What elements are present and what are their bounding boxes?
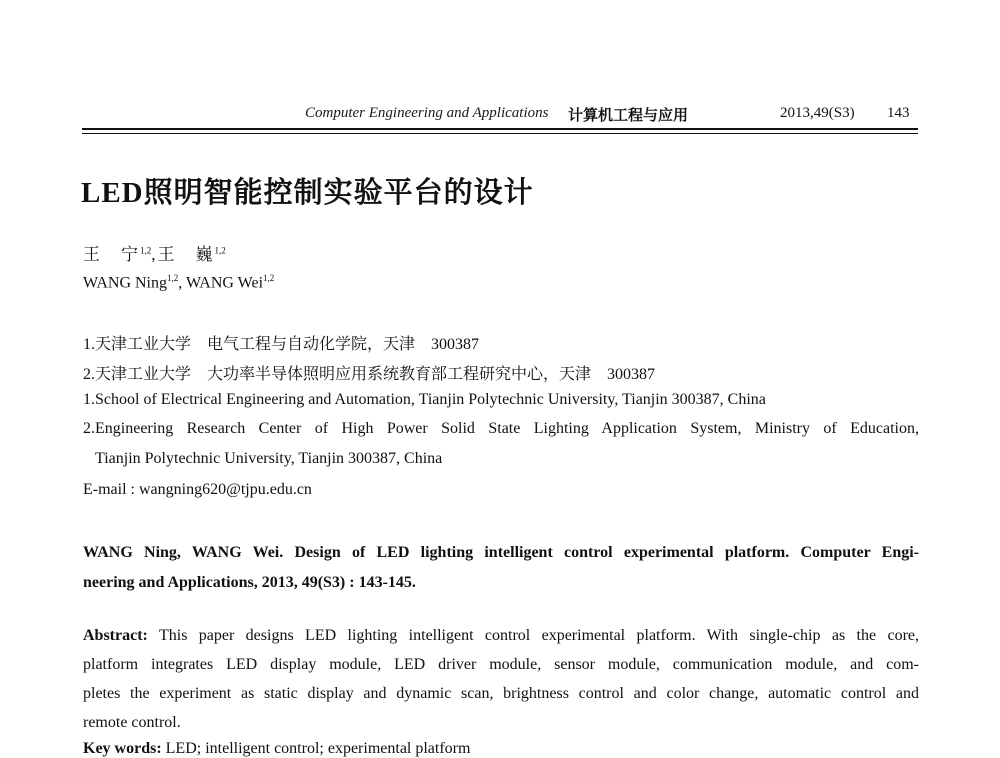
running-header-journal-en: Computer Engineering and Applications [305, 105, 549, 121]
abstract-block [83, 621, 919, 737]
keywords-label: Key words: [83, 740, 162, 757]
author-2-en: WANG Wei [185, 274, 264, 292]
header-rule-thick [82, 128, 918, 130]
abstract-line-3: pletes the experiment as static display and dynamic scan, brightness control and color change, automatic control and [83, 685, 919, 702]
keywords-line [83, 740, 470, 758]
author-1-cn-affil: 1,2 [140, 245, 152, 256]
affiliation-cn-2: 2.天津工业大学 大功率半导体照明应用系统教育部工程研究中心，天津 300387 [83, 366, 656, 383]
affiliation-en-2-line2: Tianjin Polytechnic University, Tianjin 300387, China [95, 450, 443, 467]
citation-line-2: neering and Applications, 2013, 49(S3) : 143-145. [83, 574, 416, 591]
keywords-text: LED; intelligent control; experimental platform [165, 740, 471, 757]
author-2-cn: 王 巍 [157, 245, 215, 264]
citation-block [83, 538, 919, 598]
citation-line-1: WANG Ning, WANG Wei. Design of LED lighting intelligent control experimental platform. Computer Engi- [83, 544, 919, 561]
abstract-line-1 [83, 621, 919, 650]
author-separator-en: , [178, 274, 186, 292]
authors-chinese [83, 240, 226, 265]
author-2-en-affil: 1,2 [263, 273, 275, 283]
abstract-label: Abstract: [83, 627, 148, 644]
authors-english [83, 273, 274, 292]
running-header-journal-cn: 计算机工程与应用 [568, 108, 689, 124]
author-2-cn-affil: 1,2 [214, 245, 226, 256]
abstract-line-4: remote control. [83, 714, 181, 731]
author-1-en-affil: 1,2 [167, 273, 179, 283]
author-1-en: WANG Ning [83, 274, 167, 292]
affiliation-en-2-line1: 2.Engineering Research Center of High Power Solid State Lighting Application System, Ministry of Education, [83, 420, 919, 437]
author-1-cn: 王 宁 [83, 245, 140, 264]
page-number: 143 [887, 105, 910, 121]
running-header-volume: 2013,49(S3) [780, 105, 855, 121]
abstract-text-1: This paper designs LED lighting intelligent control experimental platform. With single-chip as the core, [158, 627, 919, 644]
paper-title: LED照明智能控制实验平台的设计 [81, 177, 534, 209]
contact-email: E-mail : wangning620@tjpu.edu.cn [83, 481, 312, 498]
abstract-line-2: platform integrates LED display module, LED driver module, sensor module, communication module, and com- [83, 656, 919, 673]
affiliation-en-1: 1.School of Electrical Engineering and Automation, Tianjin Polytechnic University, Tianjin 300387, China [83, 391, 766, 408]
header-rule-thin [82, 133, 918, 134]
affiliation-cn-1: 1.天津工业大学 电气工程与自动化学院，天津 300387 [83, 336, 480, 353]
author-separator-cn: , [151, 245, 158, 264]
